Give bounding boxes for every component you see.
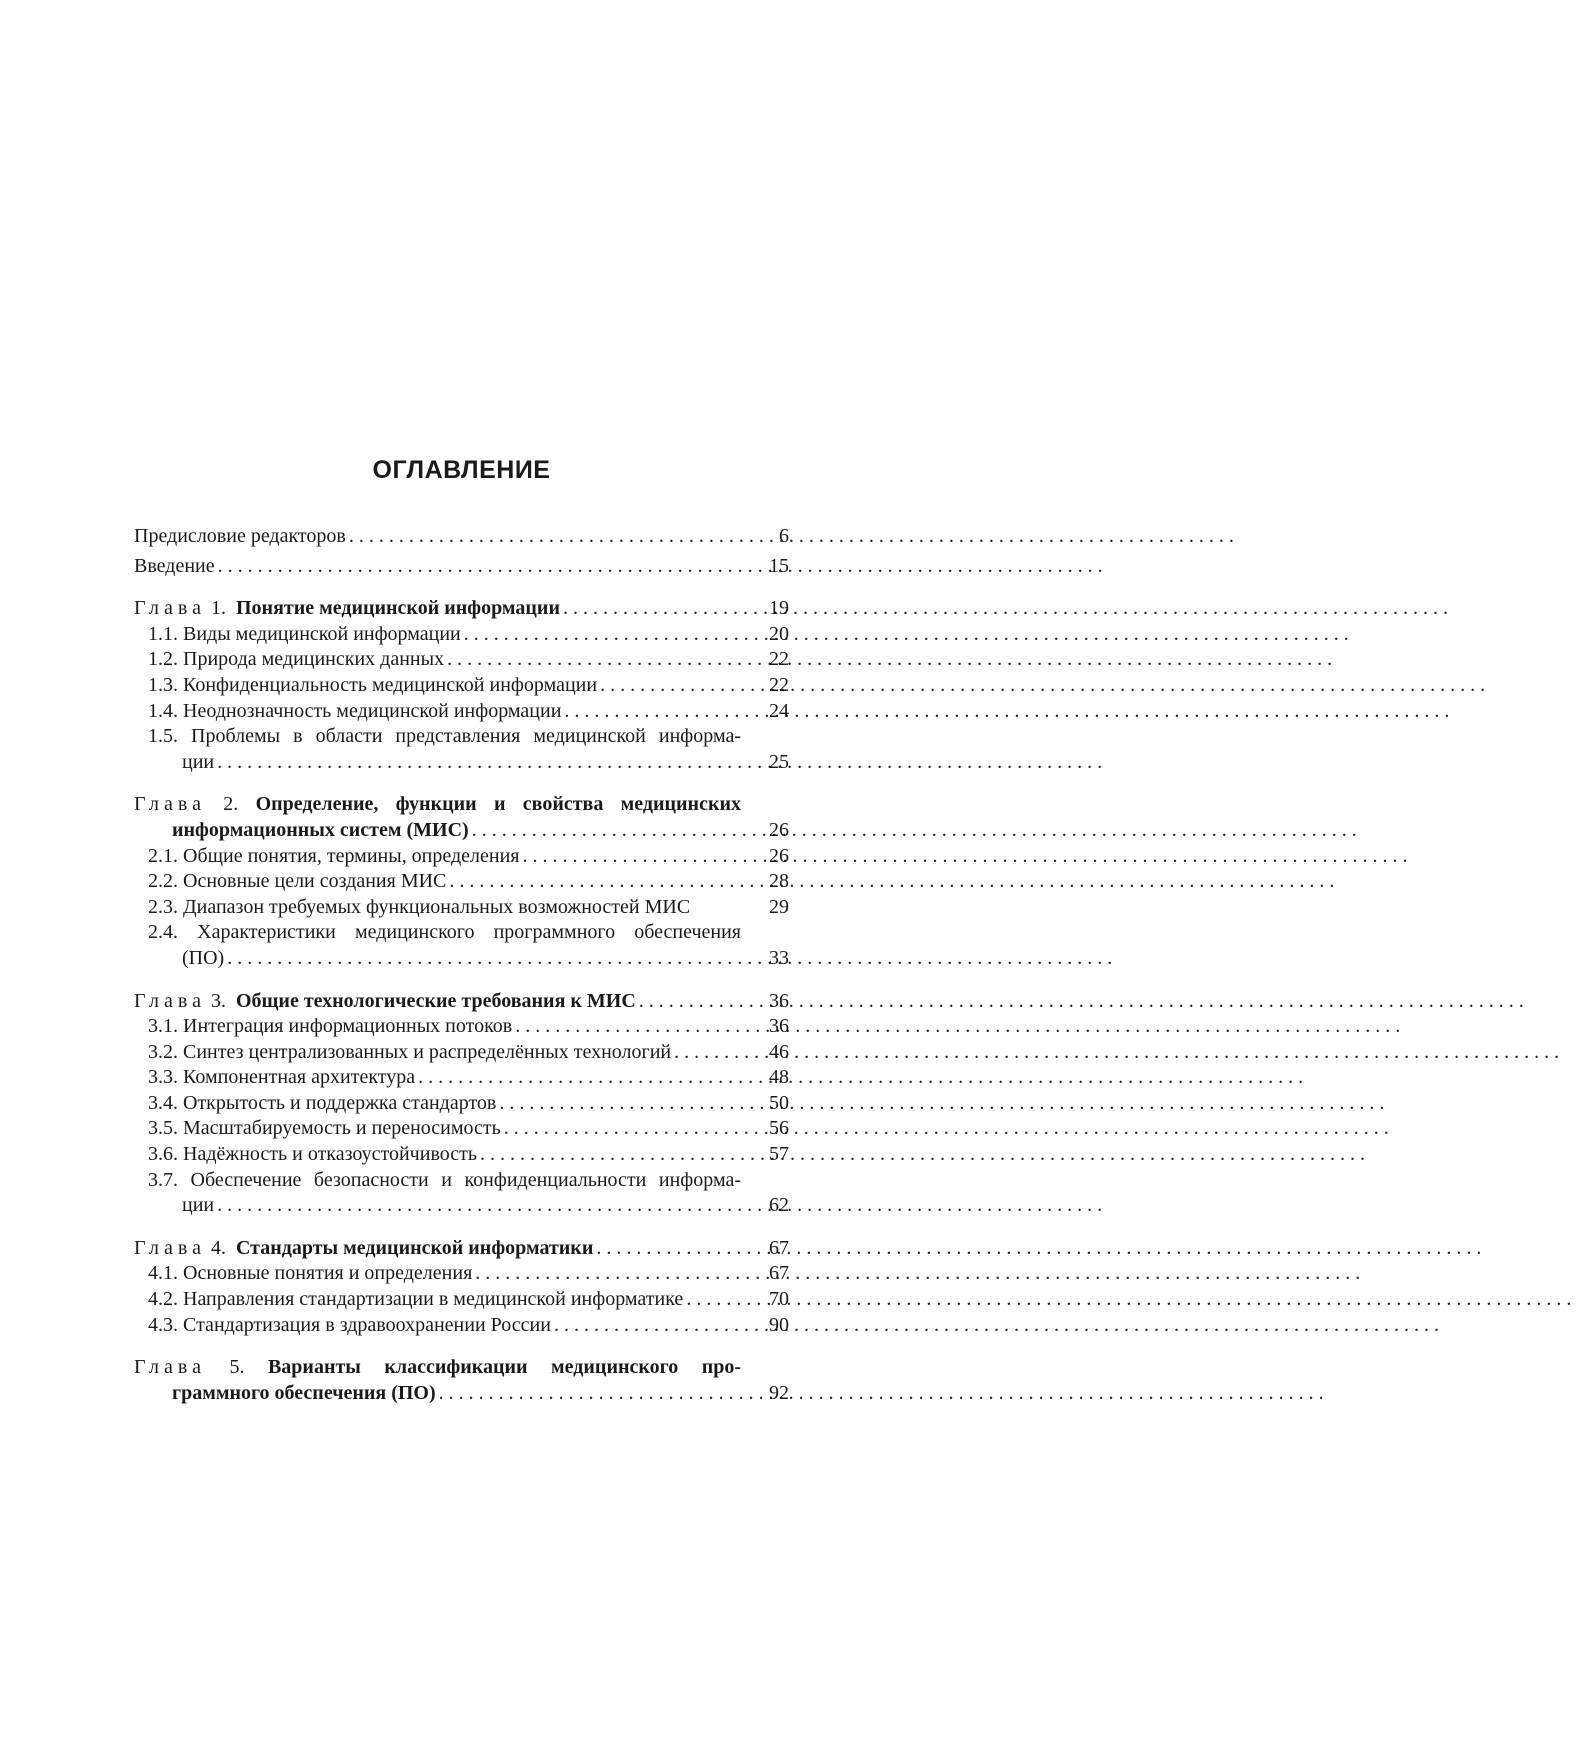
toc-section-2-1[interactable] — [134, 844, 789, 870]
toc-chapter-2[interactable] — [134, 792, 789, 843]
toc-page-number: 33 — [769, 946, 789, 969]
section-number: 1.5. — [148, 725, 178, 748]
section-number: 3.6. — [148, 1143, 178, 1166]
section-number: 4.3. — [148, 1313, 178, 1336]
toc-entry-label: Предисловие редакторов — [134, 525, 346, 547]
section-title: Общие понятия, термины, определения — [183, 844, 520, 867]
section-number: 1.1. — [148, 622, 178, 645]
toc-section-2-4[interactable] — [134, 920, 789, 971]
toc-section-2-2[interactable] — [134, 869, 789, 895]
chapter-number: 3. — [210, 989, 226, 1012]
chapter-number: 1. — [210, 597, 226, 620]
toc-section-1-4[interactable] — [134, 699, 789, 725]
section-title-continued: (ПО) — [182, 946, 225, 969]
section-title: Интеграция информационных потоков — [183, 1015, 513, 1038]
toc-section-3-4[interactable] — [134, 1091, 789, 1117]
section-title: Неоднозначность медицинской информации — [183, 699, 562, 722]
toc-page-number: 28 — [769, 870, 789, 893]
chapter-word: Глава — [134, 1356, 206, 1379]
leader-dots — [447, 647, 741, 673]
leader-dots — [554, 1313, 741, 1339]
chapter-number: 5. — [229, 1356, 245, 1379]
toc-page-number: 56 — [769, 1117, 789, 1140]
leader-dots — [564, 699, 741, 725]
chapter-word: Глава — [134, 1236, 206, 1259]
toc-chapter-3[interactable] — [134, 989, 789, 1015]
leader-dots — [217, 750, 741, 776]
section-title: Надёжность и отказоустойчивость — [183, 1143, 477, 1166]
toc-page-number: 36 — [769, 989, 789, 1012]
toc-chapter-4[interactable] — [134, 1236, 789, 1262]
toc-section-2-3[interactable] — [134, 895, 789, 921]
toc-page-number: 67 — [769, 1262, 789, 1285]
toc-section-1-1[interactable] — [134, 622, 789, 648]
table-of-contents — [134, 524, 789, 1406]
section-number: 2.2. — [148, 870, 178, 893]
toc-entry-introduction[interactable] — [134, 554, 789, 580]
leader-dots — [218, 554, 741, 580]
section-number: 2.3. — [148, 895, 178, 918]
toc-page-number: 22 — [769, 648, 789, 671]
section-title: Характеристики медицинского программного обеспечения — [197, 921, 742, 944]
toc-section-3-5[interactable] — [134, 1116, 789, 1142]
chapter-title: Определение, функции и свойства медицинских — [255, 793, 742, 816]
leader-dots — [464, 622, 741, 648]
section-number: 3.4. — [148, 1091, 178, 1114]
leader-dots — [674, 1040, 741, 1066]
section-title: Компонентная архитектура — [183, 1066, 416, 1089]
toc-entry-preface[interactable] — [134, 524, 789, 550]
section-title-continued: ции — [182, 1194, 215, 1217]
toc-section-4-3[interactable] — [134, 1313, 789, 1339]
section-number: 1.3. — [148, 673, 178, 696]
toc-page-number: 70 — [769, 1288, 789, 1311]
chapter-number: 4. — [210, 1236, 226, 1259]
leader-dots — [439, 1381, 741, 1407]
chapter-title: Общие технологические требования к МИС — [235, 989, 636, 1012]
toc-section-4-2[interactable] — [134, 1287, 789, 1313]
toc-section-3-3[interactable] — [134, 1065, 789, 1091]
toc-section-1-5[interactable] — [134, 724, 789, 775]
section-title: Проблемы в области представления медицинской информа- — [191, 725, 741, 748]
toc-section-4-1[interactable] — [134, 1261, 789, 1287]
toc-page-number: 24 — [769, 699, 789, 722]
chapter-title: Стандарты медицинской информатики — [235, 1236, 594, 1259]
toc-page-number: 62 — [769, 1194, 789, 1217]
section-title: Открытость и поддержка стандартов — [183, 1091, 497, 1114]
section-title: Диапазон требуемых функциональных возможностей МИС — [183, 895, 691, 918]
toc-page-number: 20 — [769, 622, 789, 645]
leader-dots — [596, 1236, 741, 1262]
section-title: Направления стандартизации в медицинской информатике — [183, 1288, 684, 1311]
chapter-number: 2. — [223, 793, 239, 816]
chapter-title: Варианты классификации медицинского про- — [267, 1356, 741, 1379]
toc-page-number: 50 — [769, 1091, 789, 1114]
leader-dots — [449, 869, 741, 895]
toc-section-1-2[interactable] — [134, 647, 789, 673]
section-number: 4.2. — [148, 1288, 178, 1311]
leader-dots — [515, 1014, 741, 1040]
section-number: 4.1. — [148, 1262, 178, 1285]
toc-page-number: 6 — [779, 525, 789, 547]
section-title: Синтез централизованных и распределённых технологий — [183, 1040, 672, 1063]
toc-page-number: 26 — [769, 844, 789, 867]
chapter-heading — [134, 792, 789, 818]
chapter-title-continued: граммного обеспечения (ПО) — [172, 1381, 436, 1404]
chapter-heading — [134, 1236, 593, 1262]
chapter-word: Глава — [134, 989, 206, 1012]
section-title: Основные понятия и определения — [183, 1262, 473, 1285]
toc-page-number: 25 — [769, 750, 789, 773]
section-number: 3.1. — [148, 1015, 178, 1038]
toc-section-3-1[interactable] — [134, 1014, 789, 1040]
toc-chapter-1[interactable] — [134, 596, 789, 622]
section-title: Масштабируемость и переносимость — [183, 1117, 501, 1140]
chapter-title-continued: информационных систем (МИС) — [172, 818, 469, 841]
section-title: Стандартизация в здравоохранении России — [183, 1313, 551, 1336]
toc-section-3-2[interactable] — [134, 1040, 789, 1066]
toc-page-number: 15 — [769, 554, 789, 577]
toc-page-number: 26 — [769, 818, 789, 841]
section-title-continued: ции — [182, 750, 215, 773]
section-number: 1.4. — [148, 699, 178, 722]
chapter-heading — [134, 1355, 789, 1381]
page-title: ОГЛАВЛЕНИЕ — [372, 456, 551, 484]
leader-dots — [504, 1116, 741, 1142]
leader-dots — [475, 1261, 741, 1287]
section-number: 1.2. — [148, 648, 178, 671]
leader-dots — [563, 596, 741, 622]
leader-dots — [480, 1142, 741, 1168]
toc-section-3-7[interactable] — [134, 1168, 789, 1219]
section-number: 3.7. — [148, 1168, 178, 1191]
section-number: 2.4. — [148, 921, 178, 944]
toc-page-number: 92 — [769, 1381, 789, 1404]
section-title: Обеспечение безопасности и конфиденциальности информа- — [190, 1168, 741, 1191]
chapter-heading — [134, 989, 636, 1015]
toc-page-number: 22 — [769, 673, 789, 696]
leader-dots — [418, 1065, 741, 1091]
toc-page-number: 48 — [769, 1066, 789, 1089]
toc-page-number: 36 — [769, 1015, 789, 1038]
toc-entry-label: Введение — [134, 554, 215, 577]
chapter-title: Понятие медицинской информации — [235, 597, 560, 620]
section-number: 3.2. — [148, 1040, 178, 1063]
section-title: Природа медицинских данных — [183, 648, 445, 671]
section-title: Конфиденциальность медицинской информации — [183, 673, 598, 696]
toc-chapter-5[interactable] — [134, 1355, 789, 1406]
leader-dots — [472, 818, 741, 844]
toc-page-number: 19 — [769, 597, 789, 620]
toc-page-number: 67 — [769, 1236, 789, 1259]
section-number: 3.5. — [148, 1117, 178, 1140]
leader-dots — [639, 989, 741, 1015]
leader-dots — [227, 946, 741, 972]
toc-page-number: 90 — [769, 1313, 789, 1336]
leader-dots — [523, 844, 742, 870]
section-number: 3.3. — [148, 1066, 178, 1089]
leader-dots — [217, 1193, 741, 1219]
toc-page-number: 29 — [769, 895, 789, 918]
chapter-word: Глава — [134, 597, 206, 620]
chapter-heading — [134, 596, 560, 622]
leader-dots — [686, 1287, 741, 1313]
toc-page-number: 46 — [769, 1040, 789, 1063]
section-title: Основные цели создания МИС — [183, 870, 447, 893]
leader-dots — [499, 1091, 741, 1117]
toc-section-3-6[interactable] — [134, 1142, 789, 1168]
toc-section-1-3[interactable] — [134, 673, 789, 699]
chapter-word: Глава — [134, 793, 206, 816]
leader-dots — [349, 524, 741, 550]
section-number: 2.1. — [148, 844, 178, 867]
toc-page-number: 57 — [769, 1143, 789, 1166]
leader-dots — [600, 673, 741, 699]
section-title: Виды медицинской информации — [183, 622, 461, 645]
